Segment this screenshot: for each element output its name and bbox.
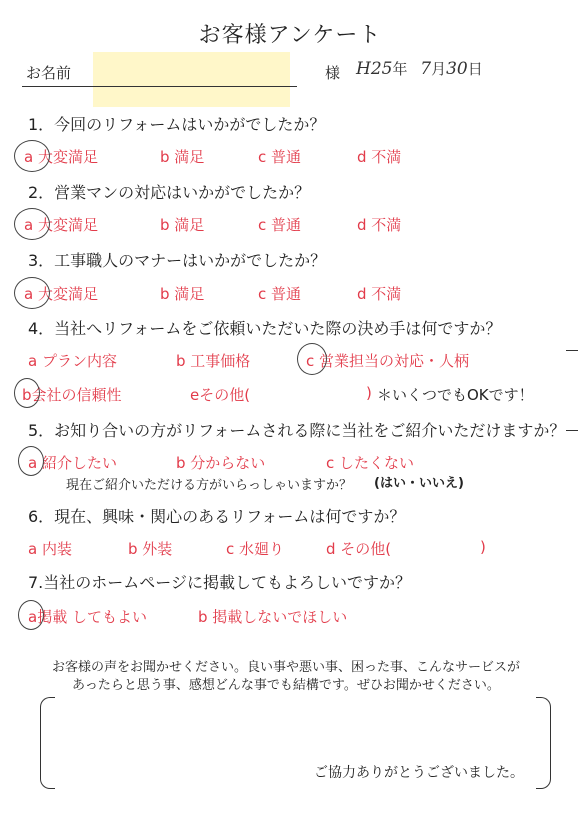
- q2-option-c[interactable]: c 普通: [258, 216, 302, 234]
- q5-answer-circle: [18, 446, 44, 476]
- q6-option-c[interactable]: c 水廻り: [226, 540, 285, 558]
- question-3: 3．工事職人のマナーはいかがでしたか？: [28, 251, 327, 270]
- q7-option-b[interactable]: b 掲載しないでほしい: [198, 608, 348, 626]
- question-2: 2．営業マンの対応はいかがでしたか？: [28, 183, 311, 202]
- q5-option-a[interactable]: a 紹介したい: [28, 454, 117, 472]
- q3-option-d[interactable]: d 不満: [357, 285, 402, 303]
- question-7: 7.当社のホームページに掲載してもよろしいですか？: [28, 573, 411, 592]
- question-4: 4．当社へリフォームをご依頼いただいた際の決め手は何ですか？: [28, 319, 502, 338]
- q4-option-e[interactable]: eその他(: [190, 386, 251, 404]
- q6-option-d-close: ): [480, 538, 486, 556]
- question-5: 5．お知り合いの方がリフォームされる際に当社をご紹介いただけますか？: [28, 421, 566, 440]
- day-label: 日: [467, 60, 483, 78]
- q2-option-d[interactable]: d 不満: [357, 216, 402, 234]
- year-label: 年: [392, 60, 408, 78]
- comment-prompt-line1: お客様の声をお聞かせください。良い事や悪い事、困った事、こんなサービスが: [52, 660, 521, 675]
- q7-option-a[interactable]: a掲載 してもよい: [28, 608, 147, 626]
- q6-option-b[interactable]: b 外装: [128, 540, 173, 558]
- q5-referral-question: 現在ご紹介いただける方がいらっしゃいますか？: [66, 478, 353, 493]
- date-field: [356, 58, 483, 79]
- date-day: 30: [446, 59, 468, 79]
- q1-option-d[interactable]: d 不満: [357, 148, 402, 166]
- q4-multiple-note: ＊いくつでもOKです！: [377, 386, 534, 404]
- q1-option-c[interactable]: c 普通: [258, 148, 302, 166]
- q4-option-e-close: ): [366, 384, 372, 402]
- q4-answer-circle-b: [14, 378, 40, 408]
- q5-option-b[interactable]: b 分からない: [176, 454, 266, 472]
- q5-option-c[interactable]: c したくない: [326, 454, 415, 472]
- redacted-name-box: [93, 52, 290, 107]
- name-label: お名前: [26, 64, 72, 82]
- q1-option-a[interactable]: a 大変満足: [24, 148, 98, 166]
- name-underline: [22, 86, 297, 87]
- q2-option-a[interactable]: a 大変満足: [24, 216, 98, 234]
- comment-box-right-bracket: [536, 697, 551, 789]
- thanks-text: ご協力ありがとうございました。: [314, 765, 524, 781]
- q3-option-a[interactable]: a 大変満足: [24, 285, 98, 303]
- scan-mark: [566, 430, 578, 431]
- q1-option-b[interactable]: b 満足: [160, 148, 205, 166]
- honorific-label: 様: [325, 64, 341, 82]
- month-label: 月: [431, 60, 447, 78]
- date-era: H25: [356, 59, 393, 79]
- q4-option-c[interactable]: c 営業担当の対応・人柄: [306, 352, 470, 370]
- q5-yes-no[interactable]: (はい・いいえ): [374, 476, 464, 491]
- q3-option-b[interactable]: b 満足: [160, 285, 205, 303]
- survey-title: お客様アンケート: [198, 23, 382, 48]
- q6-option-a[interactable]: a 内装: [28, 540, 72, 558]
- q4-option-a[interactable]: a プラン内容: [28, 352, 117, 370]
- q4-answer-circle-c: [297, 343, 327, 375]
- q4-option-b-company[interactable]: b会社の信頼性: [22, 386, 122, 404]
- comment-box-left-bracket: [40, 697, 55, 789]
- question-6: 6．現在、興味・関心のあるリフォームは何ですか？: [28, 507, 406, 526]
- comment-prompt-line2: あったらと思う事、感想どんな事でも結構です。ぜひお聞かせください。: [72, 678, 500, 693]
- q2-option-b[interactable]: b 満足: [160, 216, 205, 234]
- q3-answer-circle: [14, 277, 50, 309]
- question-1: 1．今回のリフォームはいかがでしたか？: [28, 115, 326, 134]
- q3-option-c[interactable]: c 普通: [258, 285, 302, 303]
- scan-mark: [566, 350, 578, 351]
- q4-option-b[interactable]: b 工事価格: [176, 352, 251, 370]
- q2-answer-circle: [14, 208, 50, 240]
- date-month: 7: [420, 59, 432, 79]
- q1-answer-circle: [14, 140, 50, 172]
- q6-option-d[interactable]: d その他(: [326, 540, 392, 558]
- q7-answer-circle: [18, 600, 44, 630]
